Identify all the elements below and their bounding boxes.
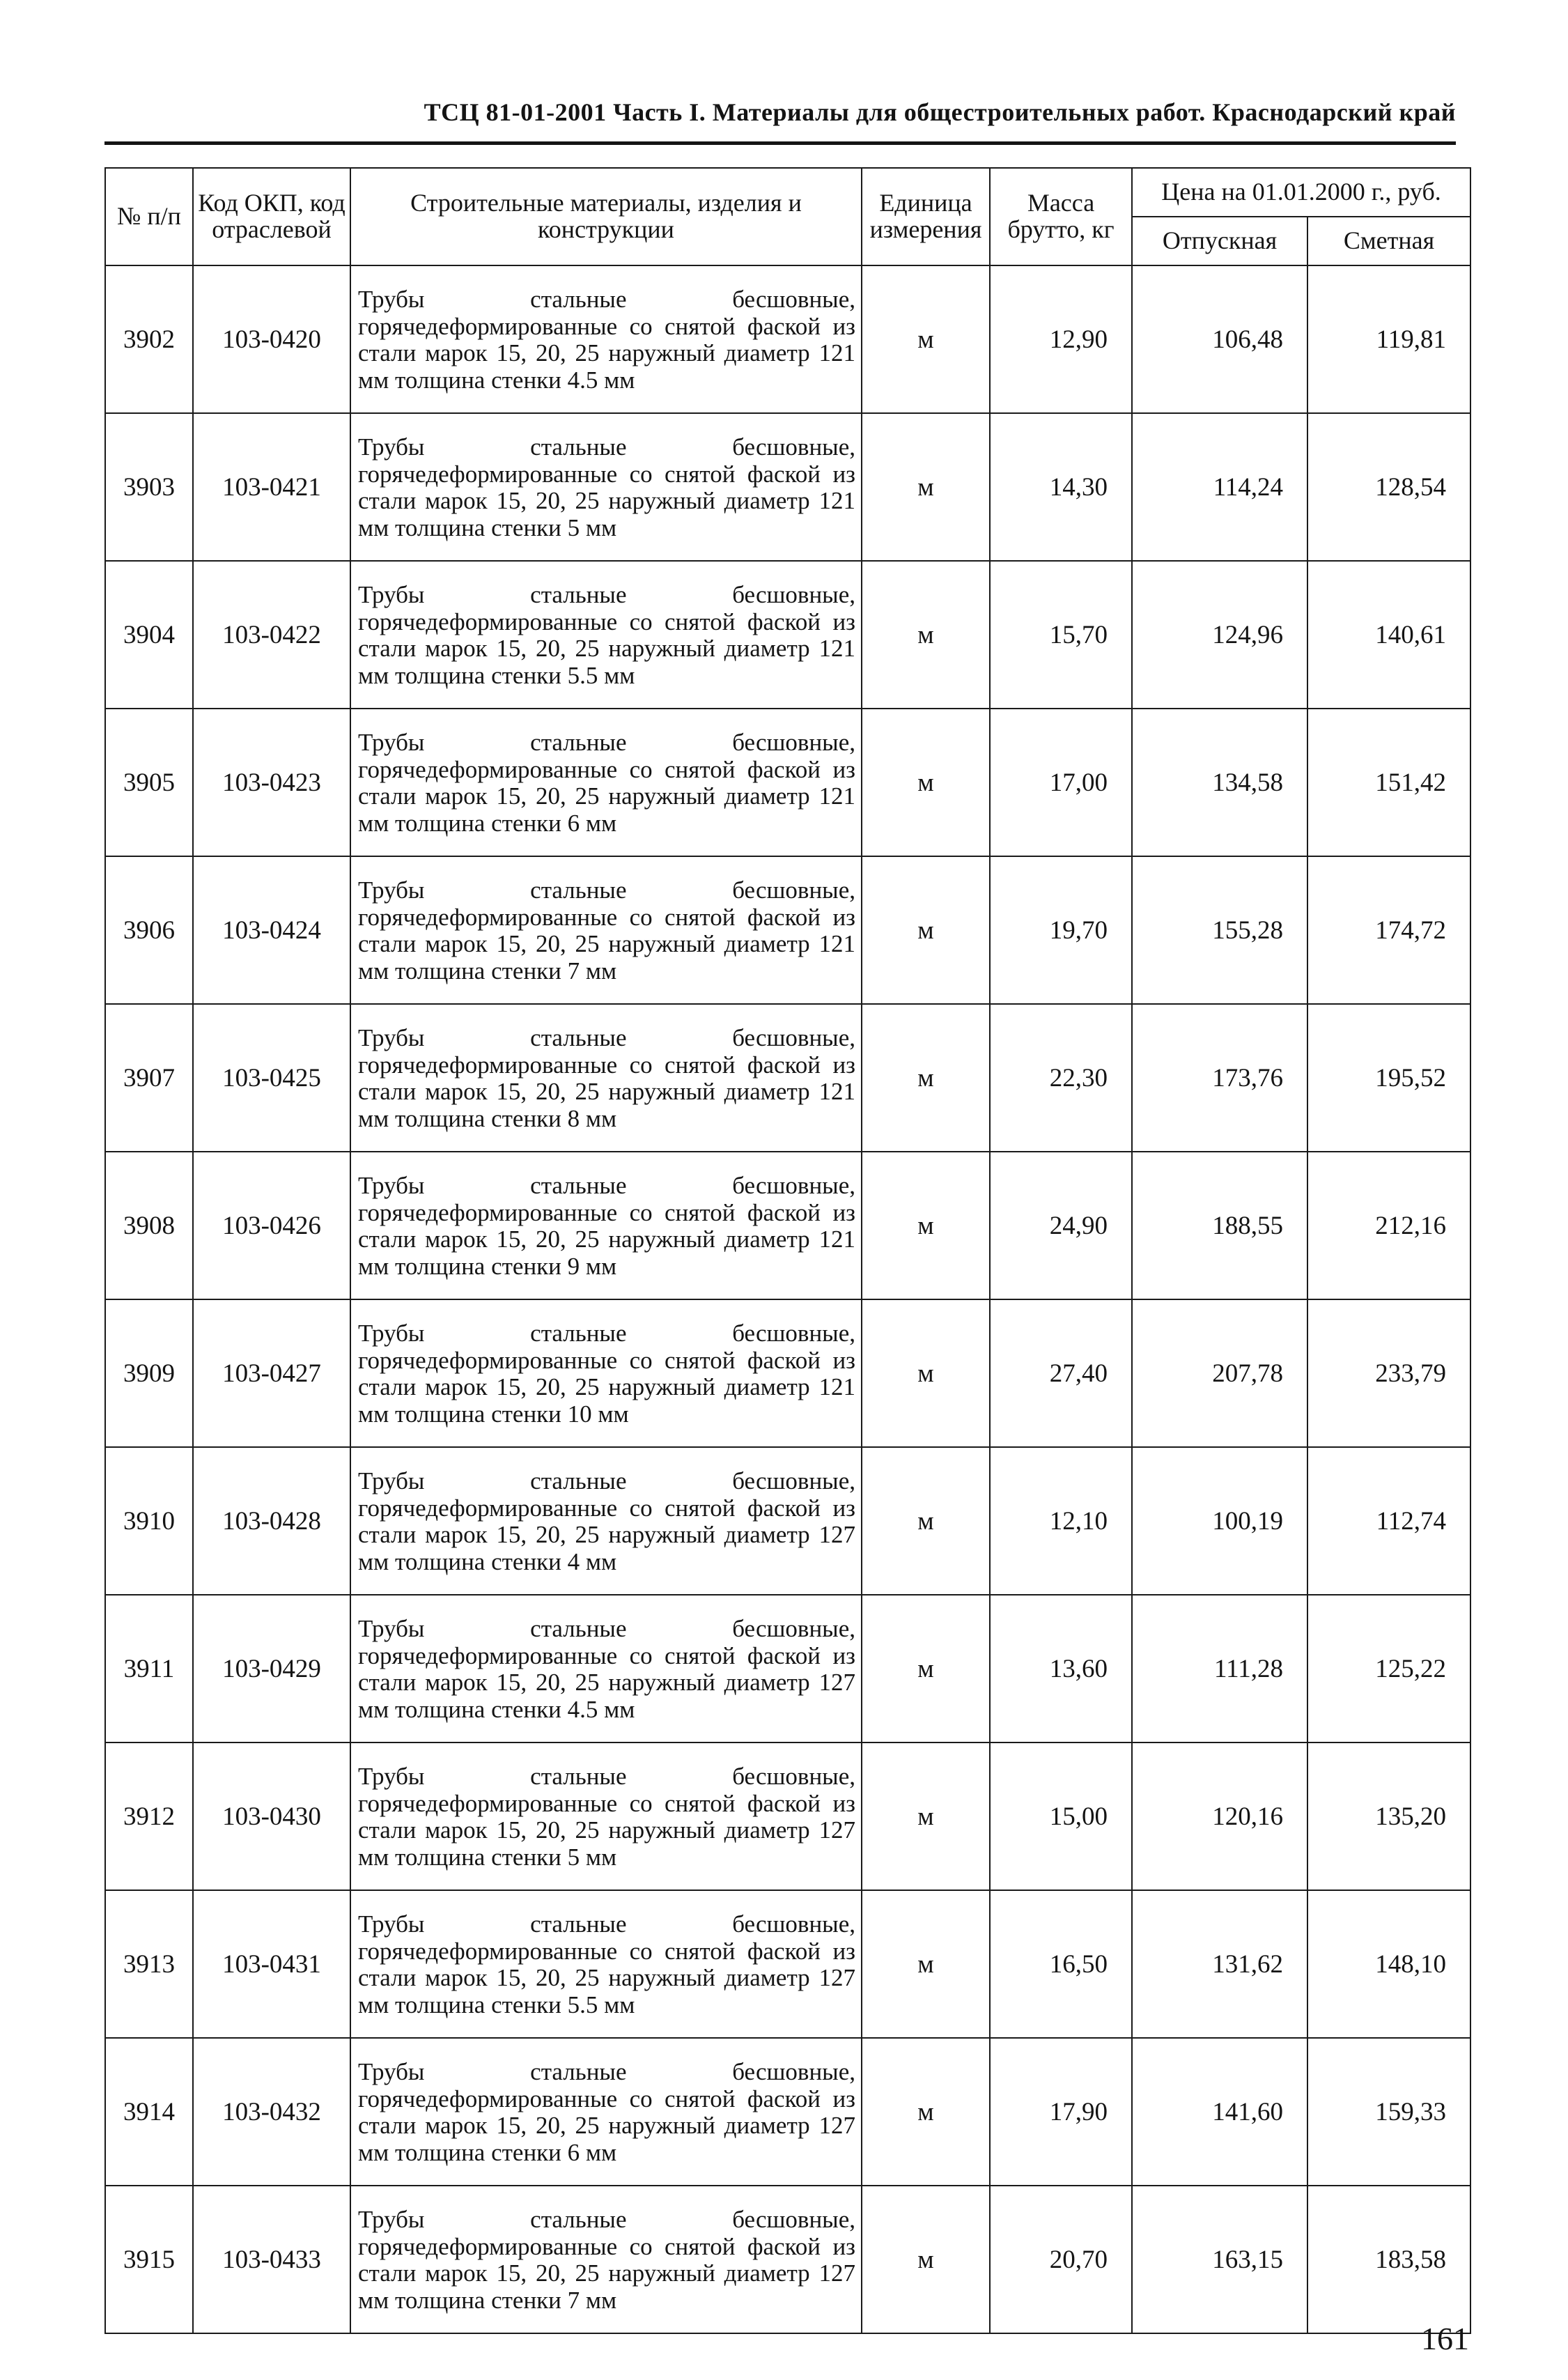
row-unit: м xyxy=(862,856,990,1004)
row-unit: м xyxy=(862,709,990,856)
row-code: 103-0432 xyxy=(193,2038,350,2186)
row-unit: м xyxy=(862,2186,990,2333)
row-description: Трубы стальные бесшовные, горячедеформированные со снятой фаской из стали марок 15, 20, 25 наружный диаметр 121 мм толщина стенки 5.5 мм xyxy=(350,561,862,709)
row-description: Трубы стальные бесшовные, горячедеформированные со снятой фаской из стали марок 15, 20, 25 наружный диаметр 127 мм толщина стенки 6 мм xyxy=(350,2038,862,2186)
row-number: 3911 xyxy=(105,1595,193,1742)
row-unit: м xyxy=(862,1152,990,1299)
column-header-code: Код ОКП, код отраслевой xyxy=(193,168,350,265)
row-price-estimate: 148,10 xyxy=(1307,1890,1470,2038)
row-number: 3903 xyxy=(105,413,193,561)
row-number: 3914 xyxy=(105,2038,193,2186)
row-code: 103-0424 xyxy=(193,856,350,1004)
column-header-price-estimate: Сметная xyxy=(1307,217,1470,265)
table-row xyxy=(105,413,1470,561)
table-row xyxy=(105,2186,1470,2333)
price-table-container xyxy=(104,167,1471,2334)
row-code: 103-0430 xyxy=(193,1742,350,1890)
row-unit: м xyxy=(862,1004,990,1152)
table-row xyxy=(105,1890,1470,2038)
row-mass: 20,70 xyxy=(990,2186,1132,2333)
row-description: Трубы стальные бесшовные, горячедеформированные со снятой фаской из стали марок 15, 20, 25 наружный диаметр 127 мм толщина стенки 7 мм xyxy=(350,2186,862,2333)
row-number: 3912 xyxy=(105,1742,193,1890)
table-row xyxy=(105,856,1470,1004)
row-price-estimate: 174,72 xyxy=(1307,856,1470,1004)
row-price-release: 207,78 xyxy=(1132,1299,1307,1447)
row-number: 3913 xyxy=(105,1890,193,2038)
row-code: 103-0422 xyxy=(193,561,350,709)
row-unit: м xyxy=(862,1595,990,1742)
row-price-estimate: 128,54 xyxy=(1307,413,1470,561)
row-price-release: 114,24 xyxy=(1132,413,1307,561)
row-price-release: 155,28 xyxy=(1132,856,1307,1004)
row-mass: 12,10 xyxy=(990,1447,1132,1595)
table-row xyxy=(105,1299,1470,1447)
row-description: Трубы стальные бесшовные, горячедеформированные со снятой фаской из стали марок 15, 20, 25 наружный диаметр 121 мм толщина стенки 8 мм xyxy=(350,1004,862,1152)
row-mass: 17,00 xyxy=(990,709,1132,856)
row-price-estimate: 112,74 xyxy=(1307,1447,1470,1595)
row-number: 3904 xyxy=(105,561,193,709)
row-price-release: 134,58 xyxy=(1132,709,1307,856)
row-price-estimate: 183,58 xyxy=(1307,2186,1470,2333)
row-mass: 22,30 xyxy=(990,1004,1132,1152)
row-unit: м xyxy=(862,265,990,413)
row-price-release: 100,19 xyxy=(1132,1447,1307,1595)
table-row xyxy=(105,709,1470,856)
row-mass: 13,60 xyxy=(990,1595,1132,1742)
table-body xyxy=(105,265,1470,2333)
row-price-release: 188,55 xyxy=(1132,1152,1307,1299)
row-mass: 19,70 xyxy=(990,856,1132,1004)
row-mass: 17,90 xyxy=(990,2038,1132,2186)
row-mass: 16,50 xyxy=(990,1890,1132,2038)
row-mass: 27,40 xyxy=(990,1299,1132,1447)
row-price-estimate: 159,33 xyxy=(1307,2038,1470,2186)
row-number: 3907 xyxy=(105,1004,193,1152)
row-unit: м xyxy=(862,413,990,561)
table-row xyxy=(105,1152,1470,1299)
row-code: 103-0428 xyxy=(193,1447,350,1595)
row-mass: 12,90 xyxy=(990,265,1132,413)
row-description: Трубы стальные бесшовные, горячедеформированные со снятой фаской из стали марок 15, 20, 25 наружный диаметр 121 мм толщина стенки 5 мм xyxy=(350,413,862,561)
table-row xyxy=(105,265,1470,413)
row-price-estimate: 140,61 xyxy=(1307,561,1470,709)
row-unit: м xyxy=(862,1742,990,1890)
column-header-num: № п/п xyxy=(105,168,193,265)
row-price-estimate: 151,42 xyxy=(1307,709,1470,856)
row-description: Трубы стальные бесшовные, горячедеформированные со снятой фаской из стали марок 15, 20, 25 наружный диаметр 121 мм толщина стенки 7 мм xyxy=(350,856,862,1004)
table-row xyxy=(105,1595,1470,1742)
row-number: 3902 xyxy=(105,265,193,413)
table-row xyxy=(105,561,1470,709)
row-price-release: 124,96 xyxy=(1132,561,1307,709)
row-price-estimate: 195,52 xyxy=(1307,1004,1470,1152)
row-price-estimate: 233,79 xyxy=(1307,1299,1470,1447)
column-header-unit: Единица измерения xyxy=(862,168,990,265)
row-price-release: 120,16 xyxy=(1132,1742,1307,1890)
row-description: Трубы стальные бесшовные, горячедеформированные со снятой фаской из стали марок 15, 20, 25 наружный диаметр 127 мм толщина стенки 5 мм xyxy=(350,1742,862,1890)
row-description: Трубы стальные бесшовные, горячедеформированные со снятой фаской из стали марок 15, 20, 25 наружный диаметр 127 мм толщина стенки 5.5 мм xyxy=(350,1890,862,2038)
row-price-release: 106,48 xyxy=(1132,265,1307,413)
page-header-title: ТСЦ 81-01-2001 Часть I. Материалы для общестроительных работ. Краснодарский край xyxy=(424,98,1456,126)
row-code: 103-0427 xyxy=(193,1299,350,1447)
row-number: 3906 xyxy=(105,856,193,1004)
row-description: Трубы стальные бесшовные, горячедеформированные со снятой фаской из стали марок 15, 20, 25 наружный диаметр 121 мм толщина стенки 10 мм xyxy=(350,1299,862,1447)
row-description: Трубы стальные бесшовные, горячедеформированные со снятой фаской из стали марок 15, 20, 25 наружный диаметр 121 мм толщина стенки 4.5 мм xyxy=(350,265,862,413)
column-header-mass: Масса брутто, кг xyxy=(990,168,1132,265)
row-unit: м xyxy=(862,561,990,709)
row-code: 103-0433 xyxy=(193,2186,350,2333)
table-row xyxy=(105,2038,1470,2186)
row-unit: м xyxy=(862,2038,990,2186)
row-mass: 15,00 xyxy=(990,1742,1132,1890)
row-price-estimate: 119,81 xyxy=(1307,265,1470,413)
row-mass: 24,90 xyxy=(990,1152,1132,1299)
row-unit: м xyxy=(862,1447,990,1595)
row-description: Трубы стальные бесшовные, горячедеформированные со снятой фаской из стали марок 15, 20, 25 наружный диаметр 127 мм толщина стенки 4 мм xyxy=(350,1447,862,1595)
row-code: 103-0426 xyxy=(193,1152,350,1299)
row-price-release: 163,15 xyxy=(1132,2186,1307,2333)
row-code: 103-0420 xyxy=(193,265,350,413)
row-price-estimate: 212,16 xyxy=(1307,1152,1470,1299)
table-row xyxy=(105,1742,1470,1890)
table-row xyxy=(105,1447,1470,1595)
header-rule xyxy=(104,141,1456,145)
row-code: 103-0431 xyxy=(193,1890,350,2038)
row-number: 3908 xyxy=(105,1152,193,1299)
table-row xyxy=(105,1004,1470,1152)
row-price-release: 131,62 xyxy=(1132,1890,1307,2038)
page-number: 161 xyxy=(1421,2321,1469,2356)
row-unit: м xyxy=(862,1890,990,2038)
row-price-release: 111,28 xyxy=(1132,1595,1307,1742)
column-header-price-group: Цена на 01.01.2000 г., руб. xyxy=(1132,168,1470,217)
row-code: 103-0421 xyxy=(193,413,350,561)
row-description: Трубы стальные бесшовные, горячедеформированные со снятой фаской из стали марок 15, 20, 25 наружный диаметр 121 мм толщина стенки 6 мм xyxy=(350,709,862,856)
row-code: 103-0423 xyxy=(193,709,350,856)
row-number: 3910 xyxy=(105,1447,193,1595)
row-number: 3905 xyxy=(105,709,193,856)
row-code: 103-0429 xyxy=(193,1595,350,1742)
row-code: 103-0425 xyxy=(193,1004,350,1152)
row-price-estimate: 135,20 xyxy=(1307,1742,1470,1890)
price-table xyxy=(104,167,1471,2334)
row-description: Трубы стальные бесшовные, горячедеформированные со снятой фаской из стали марок 15, 20, 25 наружный диаметр 127 мм толщина стенки 4.5 мм xyxy=(350,1595,862,1742)
row-price-release: 141,60 xyxy=(1132,2038,1307,2186)
row-mass: 14,30 xyxy=(990,413,1132,561)
table-header xyxy=(105,168,1470,265)
row-price-release: 173,76 xyxy=(1132,1004,1307,1152)
row-description: Трубы стальные бесшовные, горячедеформированные со снятой фаской из стали марок 15, 20, 25 наружный диаметр 121 мм толщина стенки 9 мм xyxy=(350,1152,862,1299)
column-header-price-release: Отпускная xyxy=(1132,217,1307,265)
row-number: 3915 xyxy=(105,2186,193,2333)
row-number: 3909 xyxy=(105,1299,193,1447)
row-price-estimate: 125,22 xyxy=(1307,1595,1470,1742)
row-unit: м xyxy=(862,1299,990,1447)
column-header-name: Строительные материалы, изделия и конструкции xyxy=(350,168,862,265)
row-mass: 15,70 xyxy=(990,561,1132,709)
